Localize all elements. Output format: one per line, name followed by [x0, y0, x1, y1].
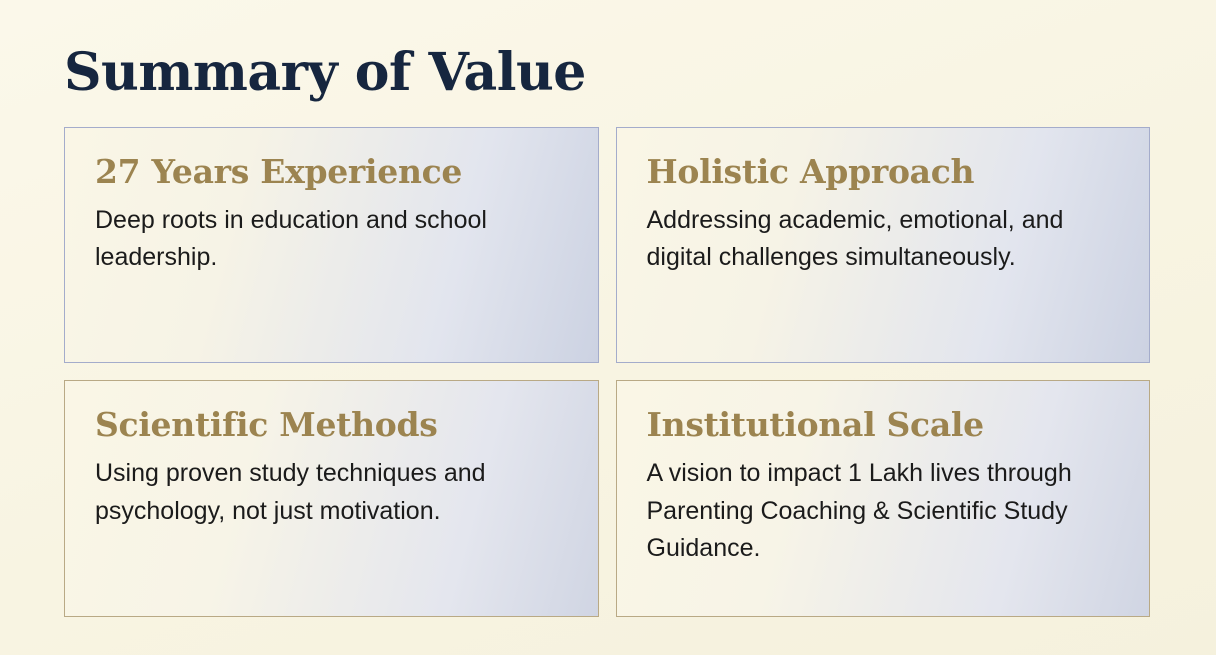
value-card-scientific-methods	[64, 380, 599, 617]
value-card-title: Scientific Methods	[95, 405, 438, 445]
page-title: Summary of Value	[64, 42, 586, 103]
value-card-body: Addressing academic, emotional, and digital challenges simultaneously.	[646, 205, 1064, 272]
value-card-title: Institutional Scale	[646, 405, 984, 445]
value-card-body: Using proven study techniques and psychology, not just motivation.	[95, 459, 486, 525]
value-card-body: Deep roots in education and school leadership.	[95, 205, 487, 272]
value-card-experience	[64, 127, 599, 364]
value-card-institutional-scale	[616, 380, 1151, 617]
value-card-title: Holistic Approach	[646, 151, 975, 191]
value-card-grid	[64, 127, 1150, 617]
value-card-title: 27 Years Experience	[95, 151, 463, 191]
value-card-body: A vision to impact 1 Lakh lives through Parenting Coaching & Scientific Study Guidance.	[646, 459, 1072, 563]
value-card-holistic-approach	[616, 127, 1151, 364]
